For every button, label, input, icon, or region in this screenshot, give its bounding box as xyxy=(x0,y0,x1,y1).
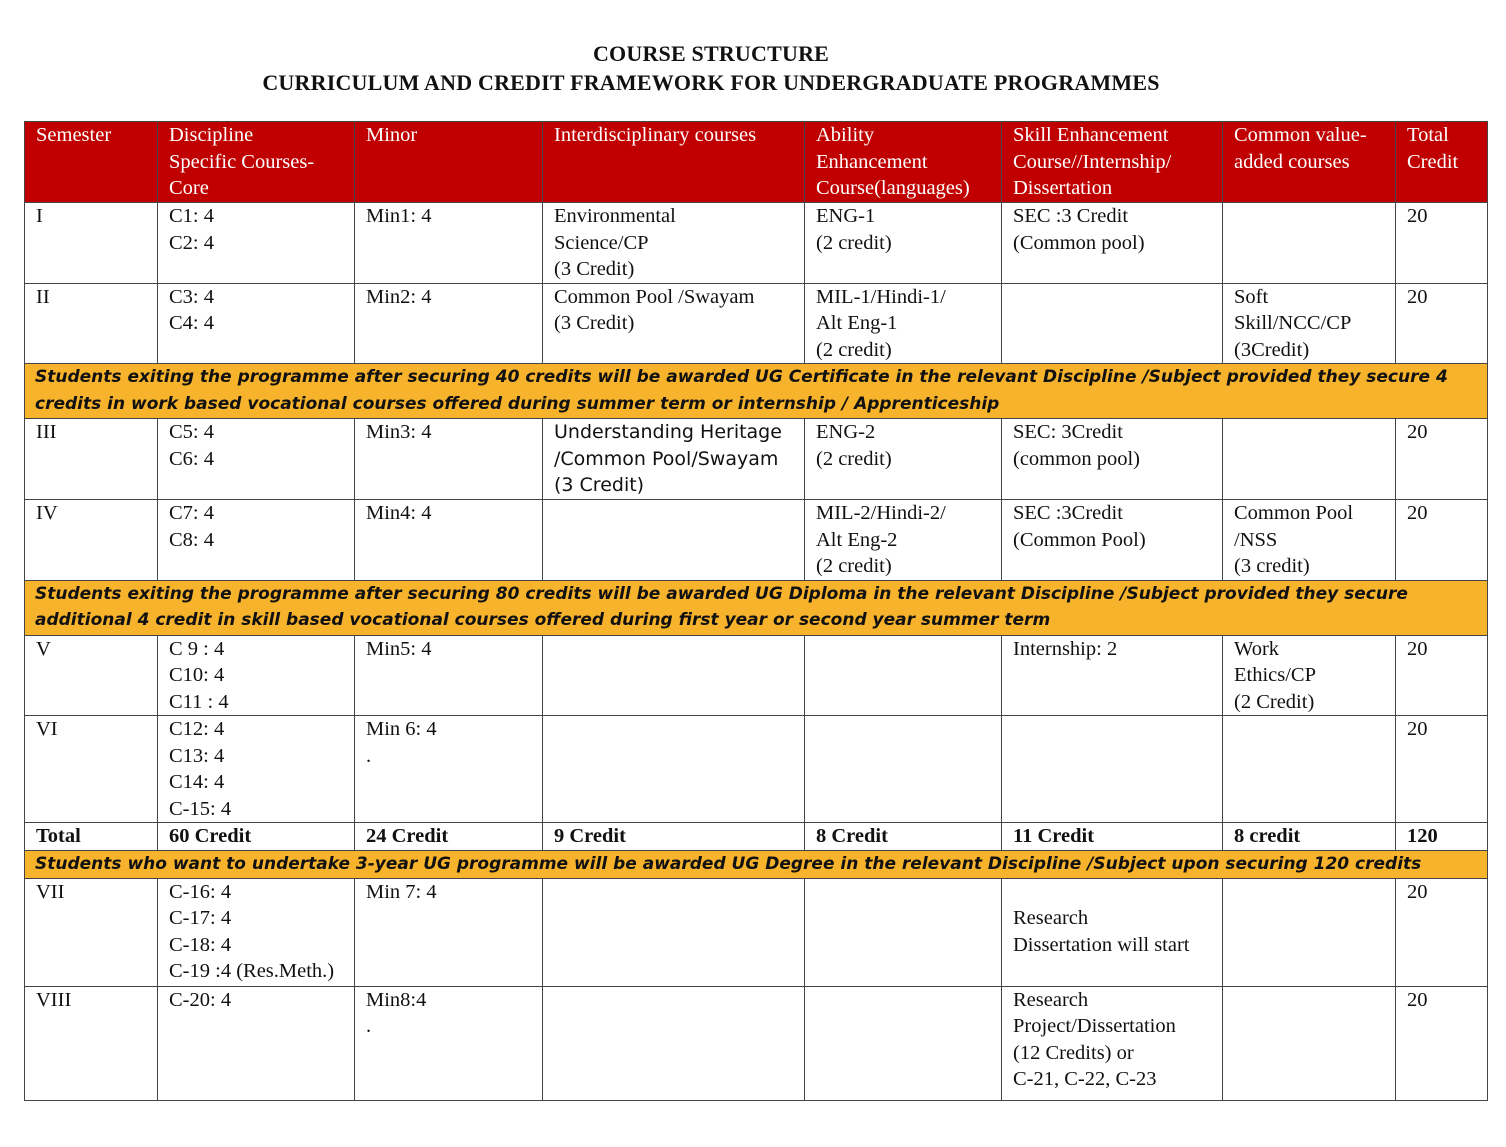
cell-value-added xyxy=(1223,716,1396,823)
exit-note-certificate: Students exiting the programme after securing 40 credits will be awarded UG Certificate in the relevant Discipline /Subject provided they secure 4 credits in work based vocational courses offered during summer term or internship / Apprenticeship xyxy=(25,364,1488,419)
header-skill-enhancement: Skill Enhancement Course//Internship/ Dissertation xyxy=(1002,122,1223,203)
cell-interdisciplinary: Environmental Science/CP (3 Credit) xyxy=(543,203,805,284)
exit-note-row xyxy=(25,850,1488,878)
cell-semester: V xyxy=(25,635,158,716)
cell-ability: ENG-2 (2 credit) xyxy=(805,419,1002,500)
total-interdisciplinary: 9 Credit xyxy=(543,823,805,851)
cell-semester: IV xyxy=(25,500,158,581)
table-row xyxy=(25,283,1488,364)
cell-total: 20 xyxy=(1396,283,1488,364)
total-label: Total xyxy=(25,823,158,851)
cell-semester: I xyxy=(25,203,158,284)
cell-minor: Min3: 4 xyxy=(355,419,543,500)
cell-value-added: Soft Skill/NCC/CP (3Credit) xyxy=(1223,283,1396,364)
cell-total: 20 xyxy=(1396,203,1488,284)
table-row xyxy=(25,500,1488,581)
cell-core: C5: 4 C6: 4 xyxy=(158,419,355,500)
cell-total: 20 xyxy=(1396,500,1488,581)
cell-core: C12: 4 C13: 4 C14: 4 C-15: 4 xyxy=(158,716,355,823)
cell-ability: MIL-2/Hindi-2/ Alt Eng-2 (2 credit) xyxy=(805,500,1002,581)
total-credit: 120 xyxy=(1396,823,1488,851)
header-discipline-core: Discipline Specific Courses- Core xyxy=(158,122,355,203)
table-row xyxy=(25,986,1488,1100)
header-semester: Semester xyxy=(25,122,158,203)
cell-value-added: Common Pool /NSS (3 credit) xyxy=(1223,500,1396,581)
cell-interdisciplinary xyxy=(543,635,805,716)
cell-interdisciplinary xyxy=(543,878,805,986)
cell-semester: VIII xyxy=(25,986,158,1100)
cell-value-added xyxy=(1223,986,1396,1100)
totals-row xyxy=(25,823,1488,851)
cell-interdisciplinary: Common Pool /Swayam (3 Credit) xyxy=(543,283,805,364)
cell-ability: MIL-1/Hindi-1/ Alt Eng-1 (2 credit) xyxy=(805,283,1002,364)
cell-core: C3: 4 C4: 4 xyxy=(158,283,355,364)
cell-ability: ENG-1 (2 credit) xyxy=(805,203,1002,284)
table-row xyxy=(25,878,1488,986)
cell-skill: SEC :3Credit (Common Pool) xyxy=(1002,500,1223,581)
cell-skill: Internship: 2 xyxy=(1002,635,1223,716)
cell-semester: VI xyxy=(25,716,158,823)
cell-ability xyxy=(805,635,1002,716)
cell-core: C1: 4 C2: 4 xyxy=(158,203,355,284)
cell-value-added xyxy=(1223,878,1396,986)
cell-minor: Min 7: 4 xyxy=(355,878,543,986)
total-value-added: 8 credit xyxy=(1223,823,1396,851)
total-skill: 11 Credit xyxy=(1002,823,1223,851)
course-structure-table xyxy=(24,121,1488,1101)
exit-note-row xyxy=(25,364,1488,419)
cell-semester: III xyxy=(25,419,158,500)
total-ability: 8 Credit xyxy=(805,823,1002,851)
header-common-value-added: Common value- added courses xyxy=(1223,122,1396,203)
cell-value-added xyxy=(1223,203,1396,284)
cell-core: C 9 : 4 C10: 4 C11 : 4 xyxy=(158,635,355,716)
cell-semester: VII xyxy=(25,878,158,986)
cell-total: 20 xyxy=(1396,716,1488,823)
cell-ability xyxy=(805,878,1002,986)
exit-note-degree: Students who want to undertake 3-year UG programme will be awarded UG Degree in the relevant Discipline /Subject upon securing 120 credits xyxy=(25,850,1488,878)
table-row xyxy=(25,419,1488,500)
cell-interdisciplinary xyxy=(543,716,805,823)
exit-note-diploma: Students exiting the programme after securing 80 credits will be awarded UG Diploma in the relevant Discipline /Subject provided they secure additional 4 credit in skill based vocational courses offered during first year or second year summer term xyxy=(25,580,1488,635)
table-row xyxy=(25,716,1488,823)
cell-value-added xyxy=(1223,419,1396,500)
header-ability-enhancement: Ability Enhancement Course(languages) xyxy=(805,122,1002,203)
cell-minor: Min 6: 4 . xyxy=(355,716,543,823)
cell-skill: Research Project/Dissertation (12 Credits) or C-21, C-22, C-23 xyxy=(1002,986,1223,1100)
header-interdisciplinary: Interdisciplinary courses xyxy=(543,122,805,203)
table-row xyxy=(25,203,1488,284)
cell-ability xyxy=(805,986,1002,1100)
cell-minor: Min1: 4 xyxy=(355,203,543,284)
cell-value-added: Work Ethics/CP (2 Credit) xyxy=(1223,635,1396,716)
cell-total: 20 xyxy=(1396,419,1488,500)
header-minor: Minor xyxy=(355,122,543,203)
cell-minor: Min5: 4 xyxy=(355,635,543,716)
cell-core: C-20: 4 xyxy=(158,986,355,1100)
cell-interdisciplinary: Understanding Heritage /Common Pool/Swayam (3 Credit) xyxy=(543,419,805,500)
cell-interdisciplinary xyxy=(543,986,805,1100)
cell-skill: SEC: 3Credit (common pool) xyxy=(1002,419,1223,500)
cell-minor: Min8:4 . xyxy=(355,986,543,1100)
cell-skill xyxy=(1002,716,1223,823)
header-total-credit: Total Credit xyxy=(1396,122,1488,203)
cell-skill: Research Dissertation will start xyxy=(1002,878,1223,986)
cell-total: 20 xyxy=(1396,986,1488,1100)
cell-core: C7: 4 C8: 4 xyxy=(158,500,355,581)
page-title: COURSE STRUCTURE xyxy=(592,41,830,66)
cell-interdisciplinary xyxy=(543,500,805,581)
table-row xyxy=(25,635,1488,716)
exit-note-row xyxy=(25,580,1488,635)
cell-minor: Min4: 4 xyxy=(355,500,543,581)
cell-ability xyxy=(805,716,1002,823)
total-minor: 24 Credit xyxy=(355,823,543,851)
cell-core: C-16: 4 C-17: 4 C-18: 4 C-19 :4 (Res.Meth.) xyxy=(158,878,355,986)
cell-total: 20 xyxy=(1396,878,1488,986)
total-core: 60 Credit xyxy=(158,823,355,851)
table-header-row xyxy=(25,122,1488,203)
cell-total: 20 xyxy=(1396,635,1488,716)
page-subtitle: CURRICULUM AND CREDIT FRAMEWORK FOR UNDERGRADUATE PROGRAMMES xyxy=(262,70,1160,95)
cell-minor: Min2: 4 xyxy=(355,283,543,364)
cell-skill xyxy=(1002,283,1223,364)
cell-skill: SEC :3 Credit (Common pool) xyxy=(1002,203,1223,284)
cell-semester: II xyxy=(25,283,158,364)
